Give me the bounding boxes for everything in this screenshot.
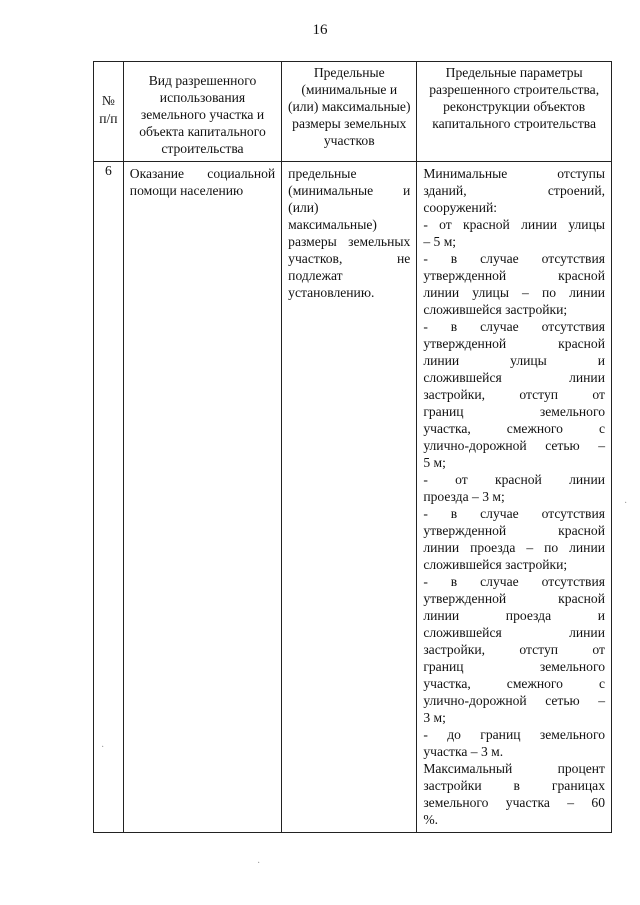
row-use-type: Оказание социальной помощи населению xyxy=(129,166,276,198)
row-parameters xyxy=(417,162,611,832)
cell-line: улично-дорожной сетью – xyxy=(423,438,605,453)
header-use-type xyxy=(123,62,281,162)
header-plot-sizes-label: Предельные (минимальные и (или) максимальные) размеры земельных участков xyxy=(287,65,411,148)
cell-line: утвержденной красной xyxy=(423,591,605,606)
cell-line: %. xyxy=(423,812,439,827)
header-num-label: № п/п xyxy=(99,93,118,126)
cell-line: – 5 м; xyxy=(423,234,457,249)
row-plot-sizes xyxy=(282,162,416,305)
cell-line: участка, смежного с xyxy=(423,676,605,691)
row-num: 6 xyxy=(94,162,124,833)
header-parameters-label: Предельные параметры разрешенного строительства, реконструкции объектов капитального строительства xyxy=(429,65,600,131)
cell-line: линии улицы и xyxy=(423,353,605,368)
cell-line: линии проезда и xyxy=(423,608,605,623)
cell-line: подлежат xyxy=(288,268,343,283)
cell-line: (минимальные и xyxy=(288,183,411,198)
cell-line: застройки в границах xyxy=(423,778,605,793)
cell-line: участков, не xyxy=(288,251,411,266)
cell-line: зданий, строений, xyxy=(423,183,605,198)
cell-line: 3 м; xyxy=(423,710,446,725)
cell-line: улично-дорожной сетью – xyxy=(423,693,605,708)
cell-line: установлению. xyxy=(288,285,375,300)
scan-mark: · xyxy=(257,858,261,869)
cell-line: - в случае отсутствия xyxy=(423,319,605,334)
scan-mark: · xyxy=(624,498,628,509)
cell-line: застройки, отступ от xyxy=(423,642,605,657)
cell-line: Минимальные отступы xyxy=(423,166,605,181)
cell-line: максимальные) xyxy=(288,217,377,232)
header-use-type-label: Вид разрешенного использования земельного участка и объекта капитального строительства xyxy=(139,73,266,156)
header-parameters xyxy=(417,62,612,162)
row-use-type-cell xyxy=(123,162,281,833)
cell-line: линии улицы – по линии xyxy=(423,285,605,300)
cell-line: утвержденной красной xyxy=(423,523,605,538)
table-header-row xyxy=(94,62,612,162)
zoning-table xyxy=(93,61,612,833)
cell-line: сложившейся линии xyxy=(423,625,605,640)
cell-line: - в случае отсутствия xyxy=(423,506,605,521)
page-number: 16 xyxy=(312,22,328,38)
table-row xyxy=(94,162,612,833)
cell-line: - от красной линии улицы xyxy=(423,217,605,232)
cell-line: утвержденной красной xyxy=(423,336,605,351)
cell-line: сложившейся линии xyxy=(423,370,605,385)
cell-line: - в случае отсутствия xyxy=(423,251,605,266)
cell-line: застройки, отступ от xyxy=(423,387,605,402)
header-num xyxy=(94,62,124,162)
cell-line: сооружений: xyxy=(423,200,498,215)
cell-line: проезда – 3 м; xyxy=(423,489,505,504)
cell-line: границ земельного xyxy=(423,659,605,674)
cell-line: - в случае отсутствия xyxy=(423,574,605,589)
cell-line: предельные xyxy=(288,166,357,181)
cell-line: сложившейся застройки; xyxy=(423,557,568,572)
cell-line: утвержденной красной xyxy=(423,268,605,283)
cell-line: 5 м; xyxy=(423,455,446,470)
cell-line: земельного участка – 60 xyxy=(423,795,605,810)
cell-line: (или) xyxy=(288,200,319,215)
cell-line: - до границ земельного xyxy=(423,727,605,742)
row-parameters-cell xyxy=(417,162,612,833)
cell-line: сложившейся застройки; xyxy=(423,302,568,317)
cell-line: - от красной линии xyxy=(423,472,605,487)
cell-line: Максимальный процент xyxy=(423,761,605,776)
scan-mark: · xyxy=(101,742,105,753)
row-plot-sizes-cell xyxy=(282,162,417,833)
cell-line: размеры земельных xyxy=(288,234,411,249)
cell-line: границ земельного xyxy=(423,404,605,419)
cell-line: участка – 3 м. xyxy=(423,744,504,759)
cell-line: линии проезда – по линии xyxy=(423,540,605,555)
header-plot-sizes xyxy=(282,62,417,162)
cell-line: участка, смежного с xyxy=(423,421,605,436)
